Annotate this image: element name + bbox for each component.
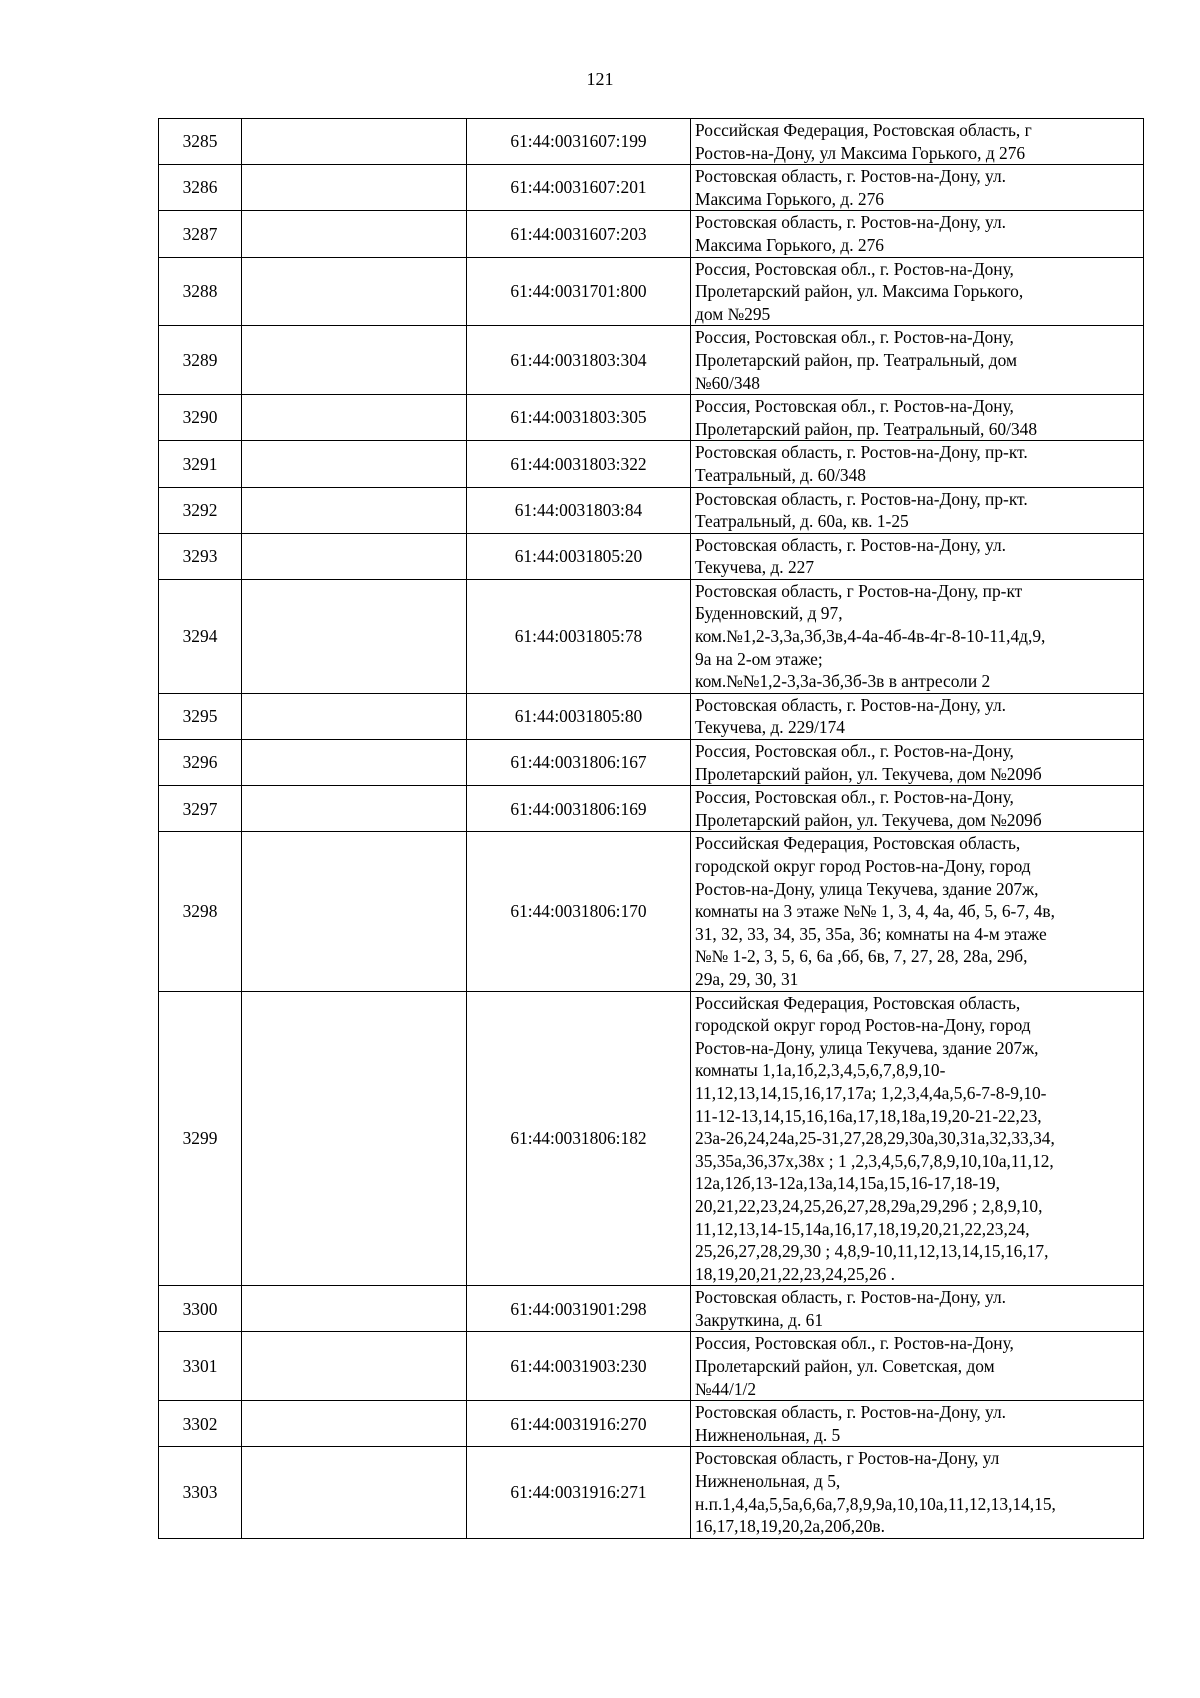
cadastral-number-cell: 61:44:0031805:78 <box>467 579 691 693</box>
row-number-cell: 3301 <box>159 1332 242 1401</box>
table-row <box>159 1332 1144 1401</box>
empty-column-cell <box>242 786 467 832</box>
row-number-cell: 3299 <box>159 991 242 1286</box>
row-number-cell: 3287 <box>159 211 242 257</box>
address-cell: Ростовская область, г Ростов-на-Дону, ул Нижненольная, д 5, н.п.1,4,4а,5,5а,6,6а,7,8,9,9а,10,10а,11,12,13,14,15, 16,17,18,19,20,2а,20б,20в. <box>691 1447 1144 1538</box>
table-row <box>159 257 1144 326</box>
row-number-cell: 3300 <box>159 1286 242 1332</box>
row-number-cell: 3294 <box>159 579 242 693</box>
table-row <box>159 326 1144 395</box>
address-cell: Россия, Ростовская обл., г. Ростов-на-Дону, Пролетарский район, ул. Текучева, дом №209б <box>691 740 1144 786</box>
empty-column-cell <box>242 1286 467 1332</box>
row-number-cell: 3285 <box>159 119 242 165</box>
cadastral-number-cell: 61:44:0031607:201 <box>467 165 691 211</box>
empty-column-cell <box>242 487 467 533</box>
address-cell: Россия, Ростовская обл., г. Ростов-на-Дону, Пролетарский район, пр. Театральный, 60/348 <box>691 395 1144 441</box>
cadastral-number-cell: 61:44:0031805:80 <box>467 693 691 739</box>
property-registry-table <box>158 118 1144 1539</box>
cadastral-number-cell: 61:44:0031806:169 <box>467 786 691 832</box>
address-cell: Ростовская область, г. Ростов-на-Дону, ул. Максима Горького, д. 276 <box>691 165 1144 211</box>
empty-column-cell <box>242 326 467 395</box>
row-number-cell: 3303 <box>159 1447 242 1538</box>
empty-column-cell <box>242 257 467 326</box>
address-cell: Ростовская область, г. Ростов-на-Дону, ул. Максима Горького, д. 276 <box>691 211 1144 257</box>
address-cell: Ростовская область, г. Ростов-на-Дону, ул. Закруткина, д. 61 <box>691 1286 1144 1332</box>
address-cell: Ростовская область, г Ростов-на-Дону, пр-кт Буденновский, д 97, ком.№1,2-3,3а,3б,3в,4-4а-4б-4в-4г-8-10-11,4д,9, 9а на 2-ом этаже; ком.№№1,2-3,3а-3б,3б-3в в антресоли 2 <box>691 579 1144 693</box>
cadastral-number-cell: 61:44:0031607:203 <box>467 211 691 257</box>
cadastral-number-cell: 61:44:0031916:271 <box>467 1447 691 1538</box>
table-row <box>159 579 1144 693</box>
table-row <box>159 991 1144 1286</box>
registry-table-body <box>159 119 1144 1539</box>
empty-column-cell <box>242 165 467 211</box>
empty-column-cell <box>242 533 467 579</box>
table-row <box>159 165 1144 211</box>
empty-column-cell <box>242 1447 467 1538</box>
cadastral-number-cell: 61:44:0031803:305 <box>467 395 691 441</box>
row-number-cell: 3286 <box>159 165 242 211</box>
row-number-cell: 3297 <box>159 786 242 832</box>
table-row <box>159 1447 1144 1538</box>
address-cell: Ростовская область, г. Ростов-на-Дону, ул. Нижненольная, д. 5 <box>691 1401 1144 1447</box>
table-row <box>159 533 1144 579</box>
table-row <box>159 740 1144 786</box>
empty-column-cell <box>242 395 467 441</box>
empty-column-cell <box>242 211 467 257</box>
address-cell: Россия, Ростовская обл., г. Ростов-на-Дону, Пролетарский район, ул. Советская, дом №44/1/2 <box>691 1332 1144 1401</box>
address-cell: Ростовская область, г. Ростов-на-Дону, ул. Текучева, д. 227 <box>691 533 1144 579</box>
row-number-cell: 3293 <box>159 533 242 579</box>
empty-column-cell <box>242 579 467 693</box>
address-cell: Россия, Ростовская обл., г. Ростов-на-Дону, Пролетарский район, ул. Текучева, дом №209б <box>691 786 1144 832</box>
empty-column-cell <box>242 991 467 1286</box>
row-number-cell: 3292 <box>159 487 242 533</box>
cadastral-number-cell: 61:44:0031806:170 <box>467 832 691 991</box>
table-row <box>159 786 1144 832</box>
address-cell: Ростовская область, г. Ростов-на-Дону, пр-кт. Театральный, д. 60а, кв. 1-25 <box>691 487 1144 533</box>
table-row <box>159 119 1144 165</box>
table-row <box>159 487 1144 533</box>
cadastral-number-cell: 61:44:0031803:304 <box>467 326 691 395</box>
row-number-cell: 3302 <box>159 1401 242 1447</box>
row-number-cell: 3296 <box>159 740 242 786</box>
table-row <box>159 395 1144 441</box>
empty-column-cell <box>242 1401 467 1447</box>
cadastral-number-cell: 61:44:0031607:199 <box>467 119 691 165</box>
table-row <box>159 441 1144 487</box>
cadastral-number-cell: 61:44:0031903:230 <box>467 1332 691 1401</box>
address-cell: Россия, Ростовская обл., г. Ростов-на-Дону, Пролетарский район, ул. Максима Горького, дом №295 <box>691 257 1144 326</box>
address-cell: Российская Федерация, Ростовская область, городской округ город Ростов-на-Дону, город Ростов-на-Дону, улица Текучева, здание 207ж, комнаты на 3 этаже №№ 1, 3, 4, 4а, 4б, 5, 6-7, 4в, 31, 32, 33, 34, 35, 35а, 36; комнаты на 4-м этаже №№ 1-2, 3, 5, 6, 6а ,6б, 6в, 7, 27, 28, 28а, 29б, 29а, 29, 30, 31 <box>691 832 1144 991</box>
cadastral-number-cell: 61:44:0031805:20 <box>467 533 691 579</box>
page-number: 121 <box>586 69 614 89</box>
cadastral-number-cell: 61:44:0031803:84 <box>467 487 691 533</box>
empty-column-cell <box>242 1332 467 1401</box>
address-cell: Ростовская область, г. Ростов-на-Дону, пр-кт. Театральный, д. 60/348 <box>691 441 1144 487</box>
table-row <box>159 1401 1144 1447</box>
cadastral-number-cell: 61:44:0031916:270 <box>467 1401 691 1447</box>
row-number-cell: 3288 <box>159 257 242 326</box>
empty-column-cell <box>242 693 467 739</box>
table-row <box>159 832 1144 991</box>
row-number-cell: 3291 <box>159 441 242 487</box>
row-number-cell: 3290 <box>159 395 242 441</box>
cadastral-number-cell: 61:44:0031806:167 <box>467 740 691 786</box>
empty-column-cell <box>242 119 467 165</box>
address-cell: Россия, Ростовская обл., г. Ростов-на-Дону, Пролетарский район, пр. Театральный, дом №60/348 <box>691 326 1144 395</box>
table-row <box>159 1286 1144 1332</box>
table-row <box>159 211 1144 257</box>
row-number-cell: 3289 <box>159 326 242 395</box>
row-number-cell: 3298 <box>159 832 242 991</box>
empty-column-cell <box>242 441 467 487</box>
table-row <box>159 693 1144 739</box>
cadastral-number-cell: 61:44:0031701:800 <box>467 257 691 326</box>
empty-column-cell <box>242 740 467 786</box>
address-cell: Российская Федерация, Ростовская область, городской округ город Ростов-на-Дону, город Ростов-на-Дону, улица Текучева, здание 207ж, комнаты 1,1а,1б,2,3,4,5,6,7,8,9,10- 11,12,13,14,15,16,17,17а; 1,2,3,4,4а,5,6-7-8-9,10- 11-12-13,14,15,16,16а,17,18,18а,19,20-21-22,23, 23а-26,24,24а,25-31,27,28,29,30а,30,31а,32,33,34, 35,35а,36,37х,38х ; 1 ,2,3,4,5,6,7,8,9,10,10а,11,12, 12а,12б,13-12а,13а,14,15а,15,16-17,18-19, 20,21,22,23,24,25,26,27,28,29а,29,29б ; 2,8,9,10, 11,12,13,14-15,14а,16,17,18,19,20,21,22,23,24, 25,26,27,28,29,30 ; 4,8,9-10,11,12,13,14,15,16,17, 18,19,20,21,22,23,24,25,26 . <box>691 991 1144 1286</box>
empty-column-cell <box>242 832 467 991</box>
row-number-cell: 3295 <box>159 693 242 739</box>
address-cell: Российская Федерация, Ростовская область, г Ростов-на-Дону, ул Максима Горького, д 276 <box>691 119 1144 165</box>
cadastral-number-cell: 61:44:0031901:298 <box>467 1286 691 1332</box>
cadastral-number-cell: 61:44:0031803:322 <box>467 441 691 487</box>
cadastral-number-cell: 61:44:0031806:182 <box>467 991 691 1286</box>
address-cell: Ростовская область, г. Ростов-на-Дону, ул. Текучева, д. 229/174 <box>691 693 1144 739</box>
